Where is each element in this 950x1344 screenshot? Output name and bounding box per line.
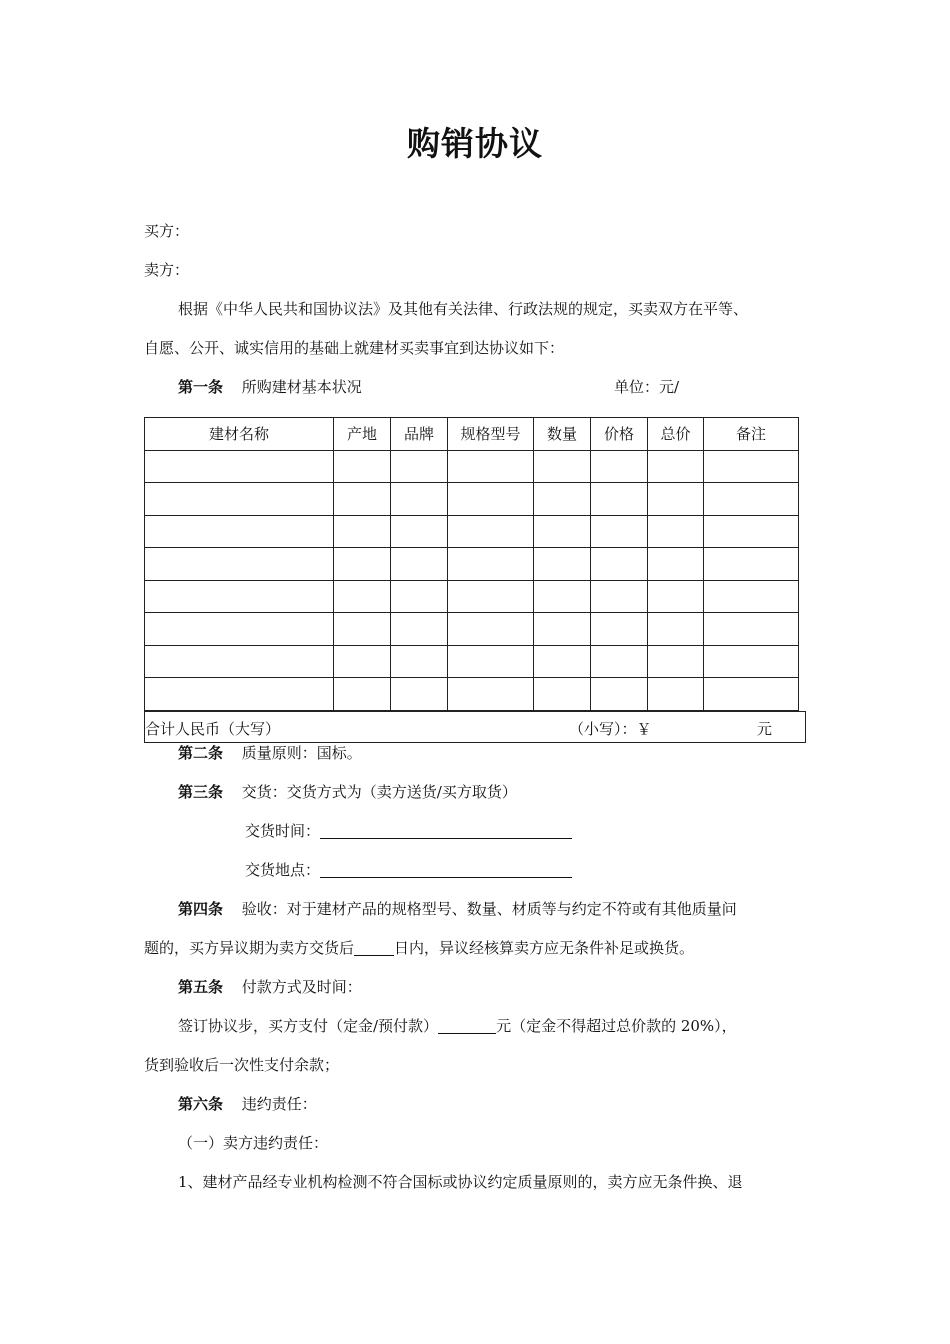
header-cell: 价格 bbox=[591, 418, 648, 451]
table-cell[interactable] bbox=[145, 483, 334, 516]
table-cell[interactable] bbox=[648, 548, 704, 581]
article-3-text: 交货：交货方式为（卖方送货/买方取货） bbox=[241, 783, 517, 801]
table-cell[interactable] bbox=[334, 515, 391, 548]
table-cell[interactable] bbox=[648, 678, 704, 711]
table-row bbox=[145, 678, 799, 711]
table-cell[interactable] bbox=[391, 645, 448, 678]
materials-table bbox=[144, 417, 799, 711]
table-cell[interactable] bbox=[145, 515, 334, 548]
table-cell[interactable] bbox=[145, 450, 334, 483]
table-cell[interactable] bbox=[448, 548, 534, 581]
table-cell[interactable] bbox=[648, 645, 704, 678]
article-1-label: 第一条 bbox=[178, 378, 224, 396]
table-row bbox=[145, 450, 799, 483]
table-cell[interactable] bbox=[534, 645, 591, 678]
table-cell[interactable] bbox=[448, 645, 534, 678]
table-cell[interactable] bbox=[534, 678, 591, 711]
table-cell[interactable] bbox=[591, 613, 648, 646]
table-cell[interactable] bbox=[591, 580, 648, 613]
table-cell[interactable] bbox=[704, 645, 799, 678]
delivery-place-row bbox=[245, 860, 572, 880]
total-label: 合计人民币（大写） bbox=[145, 720, 281, 738]
table-cell[interactable] bbox=[704, 515, 799, 548]
table-cell[interactable] bbox=[648, 613, 704, 646]
header-cell: 备注 bbox=[704, 418, 799, 451]
payment-text-b: 元（定金不得超过总价款的 20%）， bbox=[496, 1017, 737, 1035]
table-cell[interactable] bbox=[391, 580, 448, 613]
table-body bbox=[145, 450, 799, 710]
table-cell[interactable] bbox=[704, 483, 799, 516]
table-cell[interactable] bbox=[448, 515, 534, 548]
table-cell[interactable] bbox=[145, 678, 334, 711]
table-cell[interactable] bbox=[704, 613, 799, 646]
table-cell[interactable] bbox=[534, 613, 591, 646]
header-cell: 建材名称 bbox=[145, 418, 334, 451]
table-cell[interactable] bbox=[145, 645, 334, 678]
table-cell[interactable] bbox=[534, 450, 591, 483]
table-cell[interactable] bbox=[648, 450, 704, 483]
table-cell[interactable] bbox=[145, 613, 334, 646]
table-cell[interactable] bbox=[448, 613, 534, 646]
header-cell: 品牌 bbox=[391, 418, 448, 451]
table-cell[interactable] bbox=[448, 580, 534, 613]
table-cell[interactable] bbox=[534, 483, 591, 516]
table-cell[interactable] bbox=[591, 645, 648, 678]
table-cell[interactable] bbox=[591, 515, 648, 548]
delivery-time-field[interactable] bbox=[320, 822, 572, 839]
table-cell[interactable] bbox=[534, 548, 591, 581]
article-6 bbox=[178, 1094, 317, 1114]
total-unit: 元 bbox=[757, 720, 773, 738]
table-cell[interactable] bbox=[591, 450, 648, 483]
article-1 bbox=[178, 377, 362, 397]
total-row bbox=[144, 711, 806, 743]
article-6-label: 第六条 bbox=[178, 1095, 224, 1113]
preamble-line-2: 自愿、公开、诚实信用的基础上就建材买卖事宜到达协议如下： bbox=[144, 339, 565, 357]
preamble-line-1: 根据《中华人民共和国协议法》及其他有关法律、行政法规的规定，买卖双方在平等、 bbox=[178, 300, 749, 318]
table-cell[interactable] bbox=[448, 483, 534, 516]
table-cell[interactable] bbox=[391, 483, 448, 516]
table-cell[interactable] bbox=[334, 678, 391, 711]
table-cell[interactable] bbox=[448, 450, 534, 483]
delivery-place-field[interactable] bbox=[320, 861, 572, 878]
table-cell[interactable] bbox=[704, 548, 799, 581]
table-cell[interactable] bbox=[391, 548, 448, 581]
article-4-label: 第四条 bbox=[178, 900, 224, 918]
table-row bbox=[145, 645, 799, 678]
table-cell[interactable] bbox=[334, 483, 391, 516]
article-1-text: 所购建材基本状况 bbox=[241, 378, 362, 396]
header-cell: 总价 bbox=[648, 418, 704, 451]
seller-liability-heading: （一）卖方违约责任： bbox=[178, 1134, 329, 1152]
article-4 bbox=[178, 899, 737, 919]
table-cell[interactable] bbox=[448, 678, 534, 711]
delivery-time-label: 交货时间： bbox=[245, 822, 321, 840]
article-5-label: 第五条 bbox=[178, 978, 224, 996]
article-5-text: 付款方式及时间： bbox=[241, 978, 362, 996]
buyer-label: 买方： bbox=[144, 222, 190, 240]
table-cell[interactable] bbox=[334, 450, 391, 483]
table-cell[interactable] bbox=[391, 613, 448, 646]
table-cell[interactable] bbox=[334, 645, 391, 678]
table-cell[interactable] bbox=[391, 678, 448, 711]
payment-line-1 bbox=[178, 1016, 737, 1036]
table-cell[interactable] bbox=[534, 580, 591, 613]
table-cell[interactable] bbox=[534, 515, 591, 548]
article-2-text: 质量原则：国标。 bbox=[241, 744, 362, 762]
unit-label: 单位：元/ bbox=[614, 378, 680, 396]
article-4-line-2 bbox=[144, 938, 694, 958]
table-cell[interactable] bbox=[704, 678, 799, 711]
payment-line-2: 货到验收后一次性支付余款； bbox=[144, 1056, 340, 1074]
header-cell: 规格型号 bbox=[448, 418, 534, 451]
deposit-amount-field[interactable] bbox=[438, 1017, 496, 1034]
article-5 bbox=[178, 977, 362, 997]
article-2 bbox=[178, 743, 362, 763]
article-3-label: 第三条 bbox=[178, 783, 224, 801]
table-cell[interactable] bbox=[145, 580, 334, 613]
table-header-row bbox=[145, 418, 799, 451]
table-cell[interactable] bbox=[648, 515, 704, 548]
table-cell[interactable] bbox=[391, 450, 448, 483]
table-cell[interactable] bbox=[591, 548, 648, 581]
table-cell[interactable] bbox=[334, 548, 391, 581]
payment-text-a: 签订协议步，买方支付（定金/预付款） bbox=[178, 1017, 439, 1035]
table-cell[interactable] bbox=[704, 450, 799, 483]
table-cell[interactable] bbox=[648, 483, 704, 516]
table-row bbox=[145, 548, 799, 581]
article-3 bbox=[178, 782, 517, 802]
table-row bbox=[145, 580, 799, 613]
table-row bbox=[145, 613, 799, 646]
article-6-text: 违约责任： bbox=[241, 1095, 317, 1113]
article-4-text: 验收：对于建材产品的规格型号、数量、材质等与约定不符或有其他质量问 bbox=[241, 900, 737, 918]
article-2-label: 第二条 bbox=[178, 744, 224, 762]
table-row bbox=[145, 515, 799, 548]
total-small-label: （小写）：￥ bbox=[569, 720, 652, 738]
table-row bbox=[145, 483, 799, 516]
seller-label: 卖方： bbox=[144, 261, 190, 279]
table-cell[interactable] bbox=[591, 678, 648, 711]
table-cell[interactable] bbox=[391, 515, 448, 548]
table-cell[interactable] bbox=[591, 483, 648, 516]
table-cell[interactable] bbox=[334, 580, 391, 613]
header-cell: 产地 bbox=[334, 418, 391, 451]
seller-liability-item-1: 1、建材产品经专业机构检测不符合国标或协议约定质量原则的，卖方应无条件换、退 bbox=[178, 1173, 743, 1191]
article-4-text-b1: 题的，买方异议期为卖方交货后 bbox=[144, 939, 355, 957]
table-cell[interactable] bbox=[334, 613, 391, 646]
delivery-place-label: 交货地点： bbox=[245, 861, 321, 879]
table-cell[interactable] bbox=[648, 580, 704, 613]
header-cell: 数量 bbox=[534, 418, 591, 451]
delivery-time-row bbox=[245, 821, 572, 841]
article-4-text-b2: 日内，异议经核算卖方应无条件补足或换货。 bbox=[394, 939, 695, 957]
objection-days-field[interactable] bbox=[354, 939, 394, 956]
table-cell[interactable] bbox=[704, 580, 799, 613]
table-cell[interactable] bbox=[145, 548, 334, 581]
page-title: 购销协议 bbox=[407, 124, 543, 163]
